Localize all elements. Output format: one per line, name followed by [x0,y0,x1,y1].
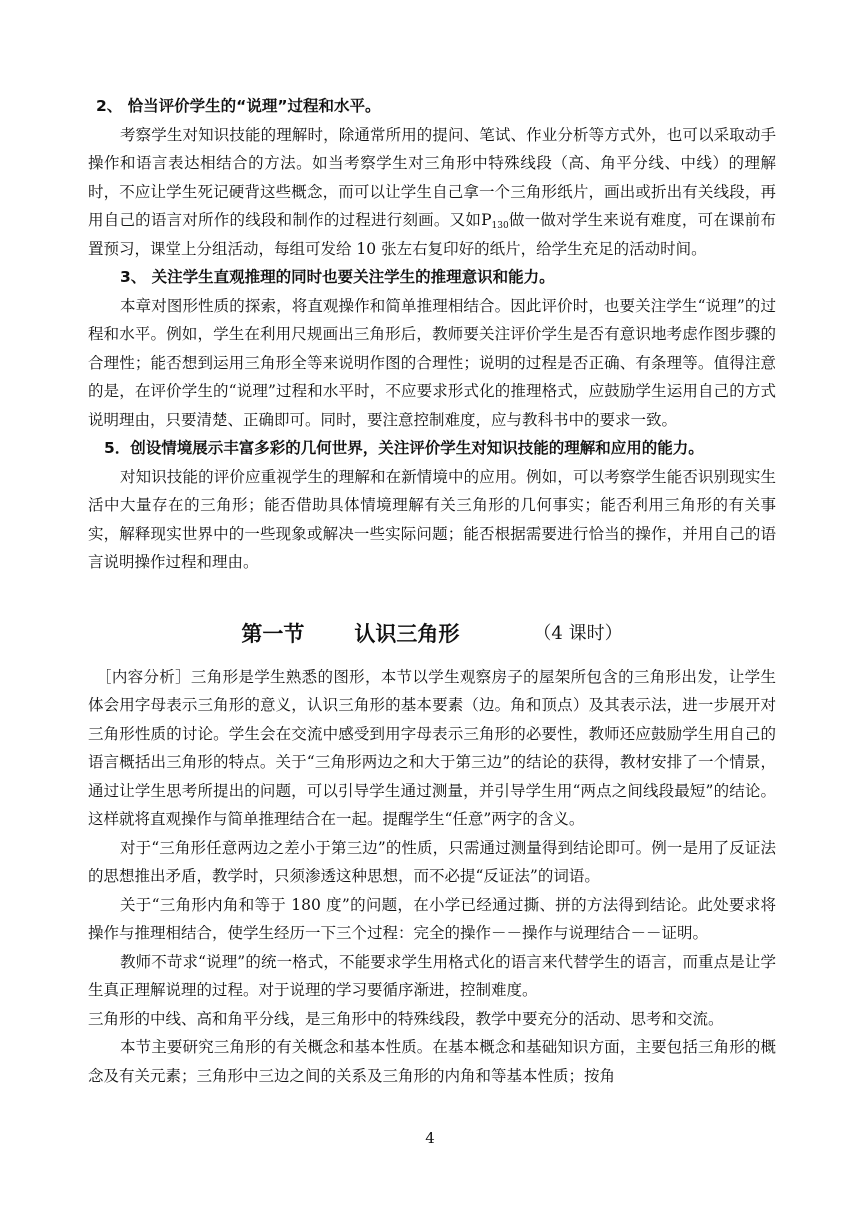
page-reference: $P_{130}$ [481,211,509,231]
paragraph-difference-property: 对于“三角形任意两边之差小于第三边”的性质，只需通过测量得到结论即可。例一是用了反证法的思想推出矛盾，教学时，只须渗透这种思想，而不必提“反证法”的词语。 [88,838,776,885]
paragraph-special-segments: 三角形的中线、高和角平分线，是三角形中的特殊线段，教学中要充分的活动、思考和交流。 [88,1009,724,1028]
paragraph-reasoning-format: 教师不苛求“说理”的统一格式，不能要求学生用格式化的语言来代替学生的语言，而重点是让学生真正理解说理的过程。对于说理的学习要循序渐进，控制难度。 [88,952,776,999]
paragraph-angle-sum: 关于“三角形内角和等于 180 度”的问题，在小学已经通过撕、拼的方法得到结论。此处要求将操作与推理相结合，使学生经历一下三个过程：完全的操作－－操作与说理结合－－证明。 [88,895,776,942]
section-name: 认识三角形 [354,622,460,647]
paragraph-application: 对知识技能的评价应重视学生的理解和在新情境中的应用。例如，可以考察学生能否识别现实生活中大量存在的三角形；能否借助具体情境理解有关三角形的几何事实；能否利用三角形的有关事实，解释现实世界中的一些现象或解决一些实际问题；能否根据需要进行恰当的操作，并用自己的语言说明操作过程和理由。 [88,467,776,571]
heading-item-3: 3、 关注学生直观推理的同时也要关注学生的推理意识和能力。 [120,268,555,286]
paragraph-content-analysis: ［内容分析］三角形是学生熟悉的图形，本节以学生观察房子的屋架所包含的三角形出发，让学生体会用字母表示三角形的意义，认识三角形的基本要素（边。角和顶点）及其表示法，进一步展开对三角形性质的讨论。学生会在交流中感受到用字母表示三角形的必要性，教师还应鼓励学生用自己的语言概括出三角形的特点。关于“三角形两边之和大于第三边”的结论的获得，教材安排了一个情景，通过让学生思考所提出的问题，可以引导学生通过测量，并引导学生用“两点之间线段最短”的结论。这样就将直观操作与简单推理结合在一起。提醒学生“任意”两字的含义。 [88,667,776,828]
section-hours: （4 课时） [533,623,623,645]
section-title [88,615,776,655]
heading-item-2: 2、 恰当评价学生的“说理”过程和水平。 [96,97,381,115]
paragraph-text: 考察学生对知识技能的理解时，除通常所用的提问、笔试、作业分析等方式外，也可以采取动手操作和语言表达相结合的方法。如当考察学生对三角形中特殊线段（高、角平分线、中线）的理解时，不应让学生死记硬背这些概念，而可以让学生自己拿一个三角形纸片，画出或折出有关线段，再用自己的语言对所作的线段和制作的过程进行刻画。又如 [88,125,776,229]
page-content [88,92,776,1090]
paragraph-explanation-evaluation [88,121,776,264]
paragraph-text: 做一做对学生来说有难度，可在课前布置预习，课堂上分组活动，每组可发给 10 张左右复印好的纸片，给学生充足的活动时间。 [88,211,776,258]
section-number: 第一节 [241,622,305,647]
heading-item-5: 5．创设情境展示丰富多彩的几何世界，关注评价学生对知识技能的理解和应用的能力。 [104,439,704,457]
paragraph-reasoning: 本章对图形性质的探索，将直观操作和简单推理相结合。因此评价时，也要关注学生“说理”的过程和水平。例如，学生在利用尺规画出三角形后，教师要关注评价学生是否有意识地考虑作图步骤的合理性；能否想到运用三角形全等来说明作图的合理性；说明的过程是否正确、有条理等。值得注意的是，在评价学生的“说理”过程和水平时，不应要求形式化的推理格式，应鼓励学生运用自己的方式说明理由，只要清楚、正确即可。同时，要注意控制难度，应与教科书中的要求一致。 [88,296,776,429]
page-number: 4 [425,1129,435,1147]
page-reference-subscript: 130 [491,221,509,231]
paragraph-section-summary: 本节主要研究三角形的有关概念和基本性质。在基本概念和基础知识方面，主要包括三角形的概念及有关元素；三角形中三边之间的关系及三角形的内角和等基本性质；按角 [88,1038,776,1085]
